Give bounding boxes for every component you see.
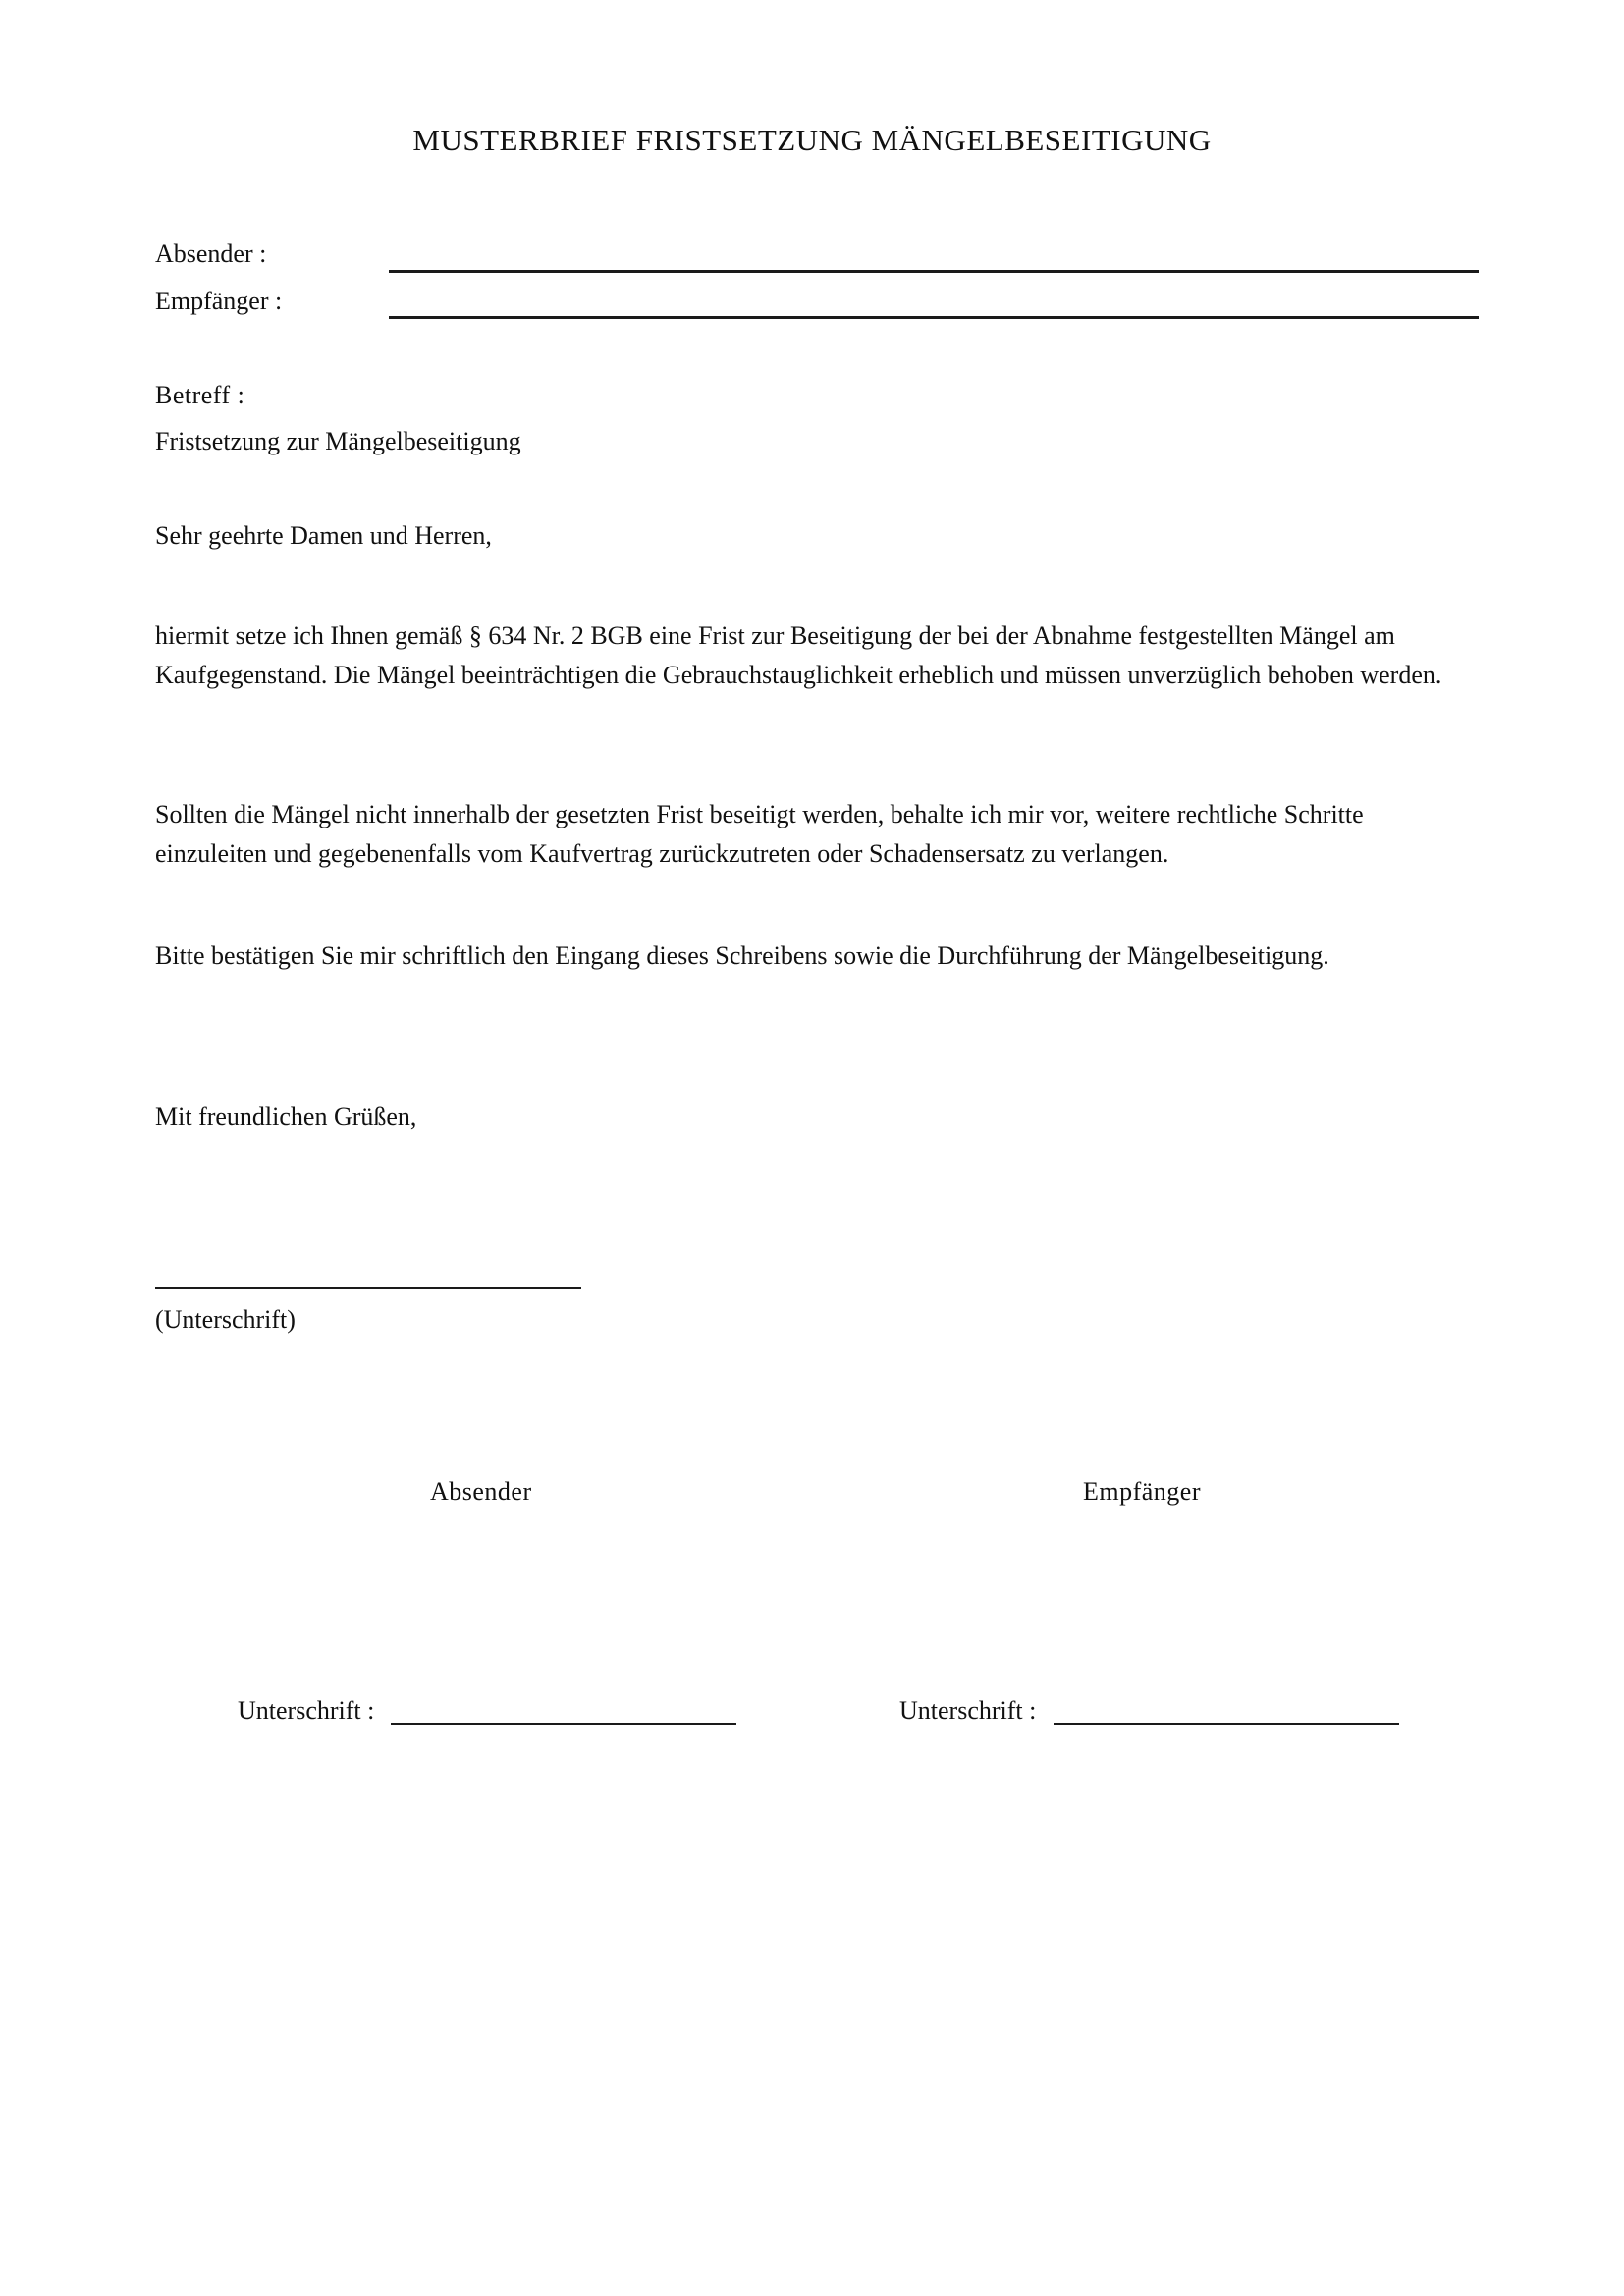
salutation: Sehr geehrte Damen und Herren, (155, 521, 492, 550)
recipient-label: Empfänger : (155, 287, 283, 315)
sender-signature-label: Unterschrift : (238, 1696, 375, 1725)
document-title: MUSTERBRIEF FRISTSETZUNG MÄNGELBESEITIGUNG (412, 123, 1212, 157)
recipient-signature-line[interactable] (1054, 1723, 1399, 1725)
sender-signature-line[interactable] (391, 1723, 736, 1725)
body-paragraph-3: Bitte bestätigen Sie mir schriftlich den Eingang dieses Schreibens sowie die Durchführung der Mängelbeseitigung. (155, 941, 1329, 970)
party-sender: Absender (430, 1477, 532, 1506)
body-paragraph-1: hiermit setze ich Ihnen gemäß § 634 Nr. 2 BGB eine Frist zur Beseitigung der bei der Abnahme festgestellten Mängel am Kaufgegenstand. Die Mängel beeinträchtigen die Gebrauchstauglichkeit erheblich und müssen unverzüglich behoben werden. (155, 621, 1442, 689)
sender-label: Absender : (155, 240, 267, 268)
subject-label: Betreff : (155, 381, 245, 409)
closing: Mit freundlichen Grüßen, (155, 1102, 417, 1131)
signature-line[interactable] (155, 1287, 581, 1289)
recipient-signature-label: Unterschrift : (899, 1696, 1037, 1725)
signature-caption: (Unterschrift) (155, 1306, 296, 1334)
subject-text: Fristsetzung zur Mängelbeseitigung (155, 427, 521, 455)
body-paragraph-2: Sollten die Mängel nicht innerhalb der gesetzten Frist beseitigt werden, behalte ich mir vor, weitere rechtliche Schritte einzuleiten und gegebenenfalls vom Kaufvertrag zurückzutreten oder Schadensersatz zu verlangen. (155, 800, 1364, 868)
recipient-line[interactable] (389, 316, 1479, 319)
sender-line[interactable] (389, 270, 1479, 273)
party-recipient: Empfänger (1083, 1477, 1202, 1506)
